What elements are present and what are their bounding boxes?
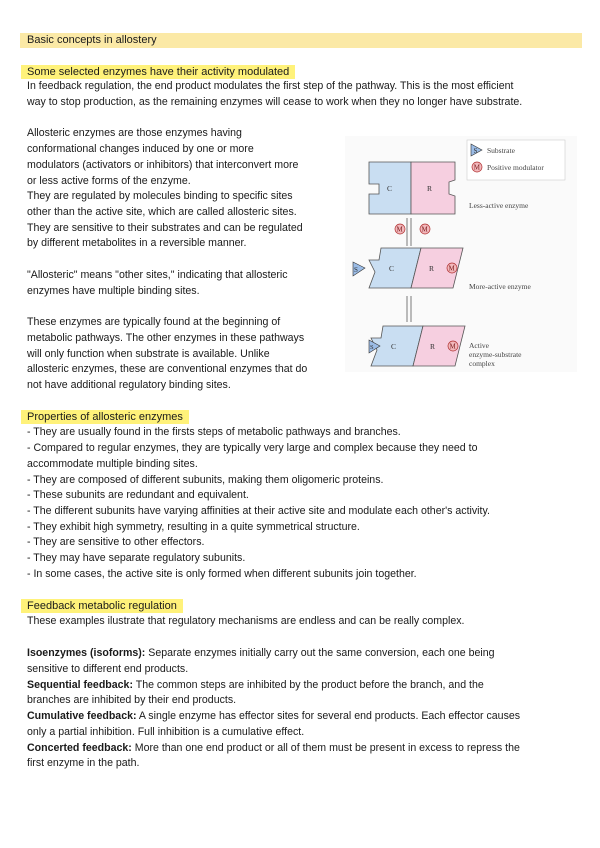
para-a-line: modulators (activators or inhibitors) that interconvert more — [27, 159, 299, 171]
property-line: - They are composed of different subunits, making them oligomeric proteins. — [27, 474, 384, 486]
isoenzymes-line — [27, 646, 495, 662]
substrate-symbol: S — [354, 266, 358, 274]
concerted-text: More than one end product or all of them must be present in excess to repress the — [131, 742, 520, 754]
legend-box — [467, 140, 565, 180]
para-a-line: conformational changes induced by one or more — [27, 143, 254, 155]
para-c-line: allosteric enzymes, these are conventional enzymes that do — [27, 363, 308, 375]
cumulative-text: A single enzyme has effector sites for several end products. Each effector causes — [136, 710, 521, 722]
intro-line-2: way to stop production, as the remaining enzymes will cease to work when they no longer have substrate. — [27, 96, 523, 108]
isoenzymes-text: Separate enzymes initially carry out the same conversion, each one being — [145, 647, 495, 659]
section-heading-feedback: Feedback metabolic regulation — [21, 599, 183, 613]
less-active-label: Less-active enzyme — [469, 201, 529, 210]
cumulative-term: Cumulative feedback: — [27, 710, 137, 722]
intro-line-1: In feedback regulation, the end product modulates the first step of the pathway. This is the most efficient — [27, 80, 514, 92]
substrate-symbol: S — [473, 147, 478, 155]
concerted-line — [27, 741, 520, 757]
para-c-line: will only function when substrate is available. Unlike — [27, 348, 270, 360]
property-line: - These subunits are redundant and equivalent. — [27, 489, 249, 501]
section-heading-modulated: Some selected enzymes have their activity modulated — [21, 65, 295, 79]
substrate-symbol: S — [370, 344, 374, 351]
property-line: - They are sensitive to other effectors. — [27, 536, 205, 548]
more-active-label: More-active enzyme — [469, 282, 531, 291]
modulator-label: Positive modulator — [487, 163, 544, 172]
title-banner — [20, 33, 582, 48]
sequential-cont: branches are inhibited by their end products. — [27, 694, 237, 706]
property-line: - They are usually found in the firsts steps of metabolic pathways and branches. — [27, 426, 401, 438]
page-title: Basic concepts in allostery — [27, 34, 157, 46]
modulator-symbol: M — [449, 342, 456, 351]
cumulative-cont: only a partial inhibition. Full inhibition is a cumulative effect. — [27, 726, 305, 738]
isoenzymes-cont: sensitive to different end products. — [27, 663, 189, 675]
complex-label-line: Active — [469, 341, 489, 350]
para-a-line: other than the active site, which are called allosteric sites. — [27, 206, 297, 218]
modulator-symbol: M — [448, 264, 455, 273]
para-a-line: or less active forms of the enzyme. — [27, 175, 191, 187]
concerted-term: Concerted feedback: — [27, 742, 132, 754]
subunit-c-label: C — [389, 264, 395, 273]
modulator-symbol: M — [421, 225, 428, 234]
para-a-line: They are sensitive to their substrates and can be regulated — [27, 222, 303, 234]
para-a-line: by different metabolites in a reversible manner. — [27, 237, 247, 249]
sequential-text: The common steps are inhibited by the product before the branch, and the — [132, 679, 484, 691]
para-b-line: "Allosteric" means "other sites," indicating that allosteric — [27, 269, 288, 281]
less-active-r-subunit — [411, 162, 455, 214]
property-line: - The different subunits have varying affinities at their active site and modulate each other's activity. — [27, 505, 490, 517]
property-line: - They exhibit high symmetry, resulting in a quite symmetrical structure. — [27, 521, 360, 533]
property-line: - In some cases, the active site is only formed when different subunits join together. — [27, 568, 417, 580]
subunit-r-label: R — [427, 184, 433, 193]
para-a-line: Allosteric enzymes are those enzymes having — [27, 127, 242, 139]
subunit-c-label: C — [387, 184, 393, 193]
property-line: - Compared to regular enzymes, they are typically very large and complex because they need to — [27, 442, 478, 454]
property-line: - They may have separate regulatory subunits. — [27, 552, 246, 564]
modulator-symbol: M — [473, 163, 481, 172]
para-a-line: They are regulated by molecules binding to specific sites — [27, 190, 293, 202]
subunit-r-label: R — [430, 342, 436, 351]
subunit-c-label: C — [391, 342, 397, 351]
substrate-label: Substrate — [487, 146, 515, 155]
sequential-line — [27, 678, 484, 694]
para-c-line: metabolic pathways. The other enzymes in these pathways — [27, 332, 305, 344]
complex-label-line: complex — [469, 359, 495, 368]
para-c-line: not have additional regulatory binding sites. — [27, 379, 231, 391]
para-c-line: These enzymes are typically found at the beginning of — [27, 316, 281, 328]
isoenzymes-term: Isoenzymes (isoforms): — [27, 647, 146, 659]
concerted-cont: first enzyme in the path. — [27, 757, 140, 769]
property-line: accommodate multiple binding sites. — [27, 458, 198, 470]
subunit-r-label: R — [429, 264, 435, 273]
allosteric-enzyme-diagram — [345, 136, 577, 372]
feedback-intro: These examples ilustrate that regulatory mechanisms are endless and can be really complex. — [27, 615, 465, 627]
modulator-symbol: M — [396, 225, 403, 234]
cumulative-line — [27, 709, 520, 725]
section-heading-properties: Properties of allosteric enzymes — [21, 410, 189, 424]
para-b-line: enzymes have multiple binding sites. — [27, 285, 200, 297]
sequential-term: Sequential feedback: — [27, 679, 133, 691]
complex-label-line: enzyme-substrate — [469, 350, 522, 359]
